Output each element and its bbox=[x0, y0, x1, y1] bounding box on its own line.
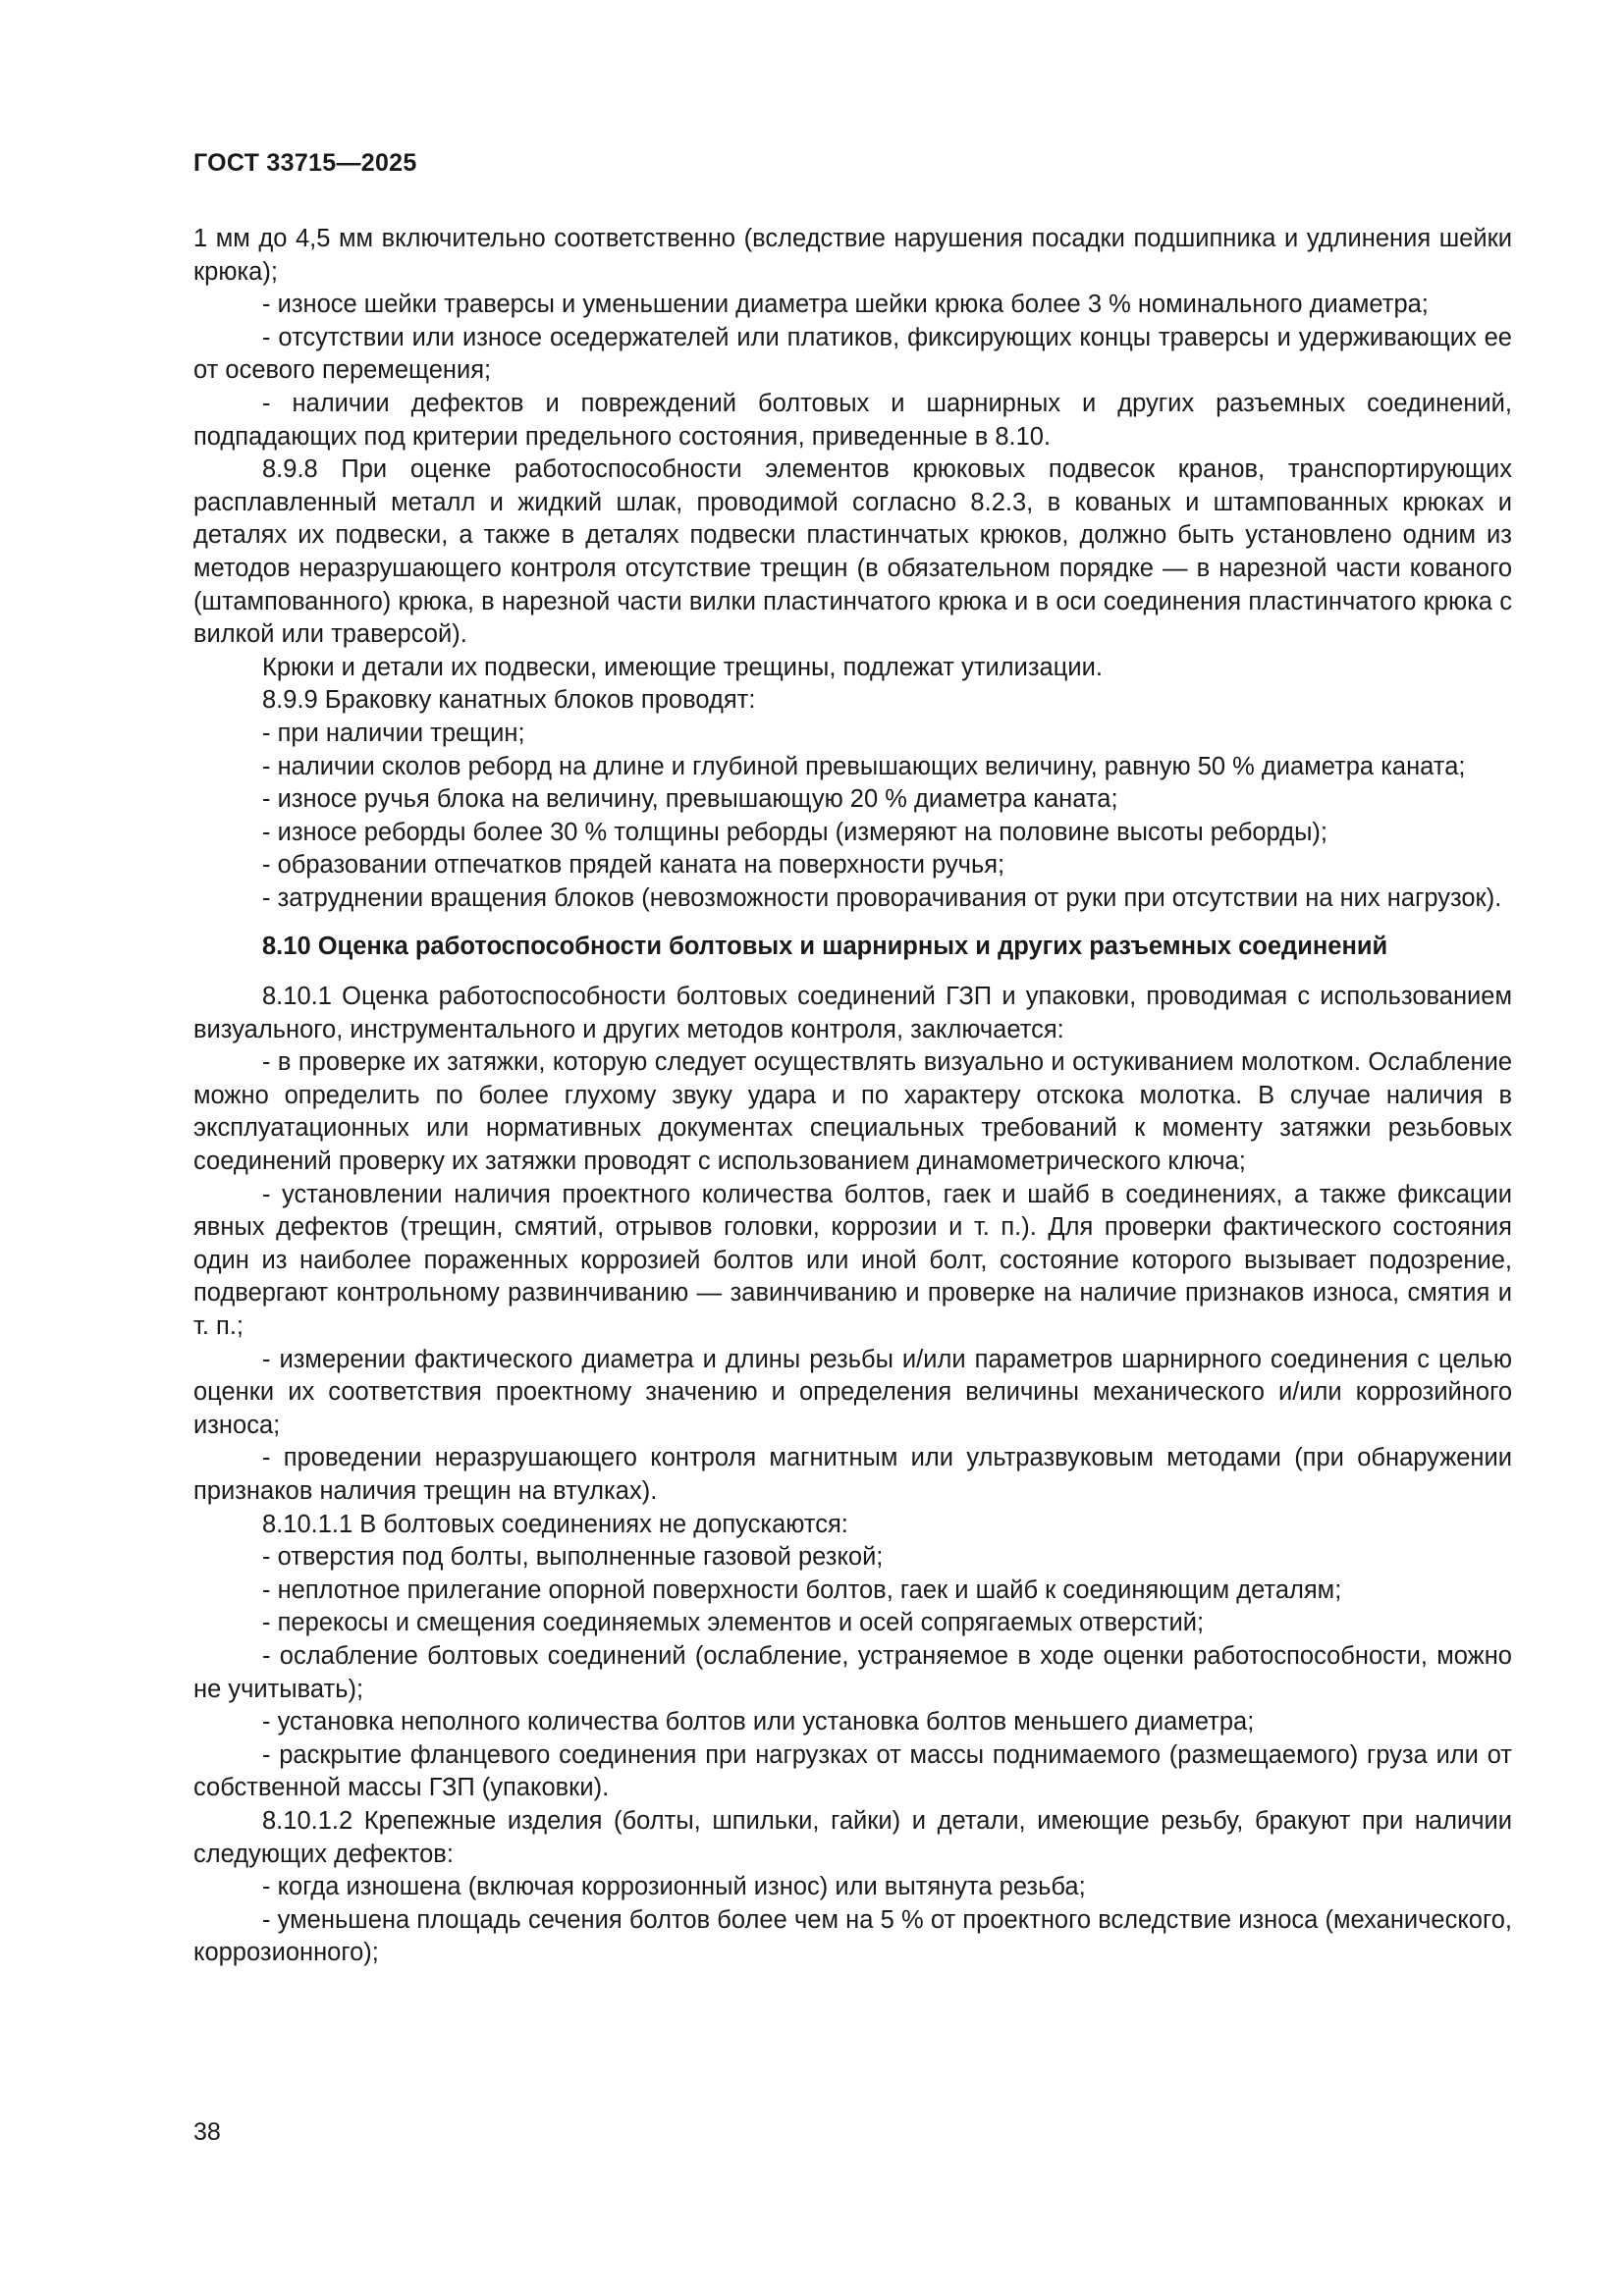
clause-8-10-1: 8.10.1 Оценка работоспособности болтовых соединений ГЗП и упаковки, проводимая с использованием визуального, инструментального и других методов контроля, заключается: bbox=[193, 983, 1512, 1043]
section-heading: 8.10 Оценка работоспособности болтовых и шарнирных и других разъемных соединений bbox=[262, 933, 1388, 961]
list-item: - установлении наличия проектного количества болтов, гаек и шайб в соединениях, а также фиксации явных дефектов (трещин, смятий, отрывов головки, коррозии и т. п.). Для проверки фактического состояния один из наиболее пораженных коррозией болтов или иной болт, состояние которого вызывает подозрение, подвергают контрольному развинчиванию — завинчиванию и проверке на наличие признаков износа, смятия и т. п.; bbox=[193, 1180, 1512, 1340]
list-item: - износе ручья блока на величину, превышающую 20 % диаметра каната; bbox=[262, 785, 1118, 814]
clause-8-10-1-1: 8.10.1.1 В болтовых соединениях не допускаются: bbox=[262, 1510, 848, 1538]
clause-8-10-1-2: 8.10.1.2 Крепежные изделия (болты, шпильки, гайки) и детали, имеющие резьбу, бракуют при наличии следующих дефектов: bbox=[193, 1806, 1512, 1868]
list-item: - раскрытие фланцевого соединения при нагрузках от массы поднимаемого (размещаемого) груза или от собственной массы ГЗП (упаковки). bbox=[193, 1740, 1512, 1802]
list-item: - когда изношена (включая коррозионный износ) или вытянута резьба; bbox=[262, 1873, 1086, 1901]
list-item: - перекосы и смещения соединяемых элементов и осей сопрягаемых отверстий; bbox=[262, 1609, 1205, 1637]
page-number: 38 bbox=[193, 2118, 221, 2146]
list-item: - затруднении вращения блоков (невозможности проворачивания от руки при отсутствии на них нагрузок). bbox=[262, 883, 1502, 912]
list-item: - уменьшена площадь сечения болтов более чем на 5 % от проектного вследствие износа (механического, коррозионного); bbox=[193, 1905, 1512, 1967]
list-item: - неплотное прилегание опорной поверхности болтов, гаек и шайб к соединяющим деталям; bbox=[262, 1575, 1342, 1604]
list-item: - отсутствии или износе оседержателей или платиков, фиксирующих концы траверсы и удерживающих ее от осевого перемещения; bbox=[193, 323, 1512, 385]
list-item: - измерении фактического диаметра и длины резьбы и/или параметров шарнирного соединения с целью оценки их соответствия проектному значению и определения величины механического и/или коррозийного износа; bbox=[193, 1345, 1512, 1439]
list-item: - в проверке их затяжки, которую следует осуществлять визуально и остукиванием молотком. Ослабление можно определить по более глухому звуку удара и по характеру отскока молотка. В случае наличия в эксплуатационных или нормативных документах специальных требований к моменту затяжки резьбовых соединений проверку их затяжки проводят с использованием динамометрического ключа; bbox=[193, 1048, 1512, 1176]
list-item: - наличии сколов реборд на длине и глубиной превышающих величину, равную 50 % диаметра каната; bbox=[262, 752, 1466, 780]
clause-8-9-9: 8.9.9 Браковку канатных блоков проводят: bbox=[262, 686, 756, 715]
list-item: - ослабление болтовых соединений (ослабление, устраняемое в ходе оценки работоспособности, можно не учитывать); bbox=[193, 1641, 1512, 1703]
list-item: - при наличии трещин; bbox=[262, 719, 525, 747]
list-item: - износе шейки траверсы и уменьшении диаметра шейки крюка более 3 % номинального диаметра; bbox=[262, 291, 1429, 319]
list-item: - образовании отпечатков прядей каната на поверхности ручья; bbox=[262, 851, 1005, 880]
list-item: - износе реборды более 30 % толщины реборды (измеряют на половине высоты реборды); bbox=[262, 818, 1327, 846]
list-item: - наличии дефектов и повреждений болтовых и шарнирных и других разъемных соединений, подпадающих под критерии предельного состояния, приведенные в 8.10. bbox=[193, 389, 1512, 451]
paragraph: Крюки и детали их подвески, имеющие трещины, подлежат утилизации. bbox=[262, 653, 1103, 681]
list-item: - отверстия под болты, выполненные газовой резкой; bbox=[262, 1543, 884, 1572]
list-item: - проведении неразрушающего контроля магнитным или ультразвуковым методами (при обнаружении признаков наличия трещин на втулках). bbox=[193, 1444, 1512, 1505]
standard-header: ГОСТ 33715—2025 bbox=[193, 149, 417, 177]
list-item: - установка неполного количества болтов или установка болтов меньшего диаметра; bbox=[262, 1708, 1255, 1736]
clause-8-9-8: 8.9.8 При оценке работоспособности элементов крюковых подвесок кранов, транспортирующих расплавленный металл и жидкий шлак, проводимой согласно 8.2.3, в кованых и штампованных крюках и деталях их подвески, а также в деталях подвески пластинчатых крюков, должно быть установлено одним из методов неразрушающего контроля отсутствие трещин (в обязательном порядке — в нарезной части кованого (штампованного) крюка, в нарезной части вилки пластинчатого крюка и в оси соединения пластинчатого крюка с вилкой или траверсой). bbox=[193, 455, 1512, 649]
paragraph-continuation: 1 мм до 4,5 мм включительно соответственно (вследствие нарушения посадки подшипника и удлинения шейки крюка); bbox=[193, 225, 1512, 286]
document-body bbox=[193, 223, 1512, 1970]
